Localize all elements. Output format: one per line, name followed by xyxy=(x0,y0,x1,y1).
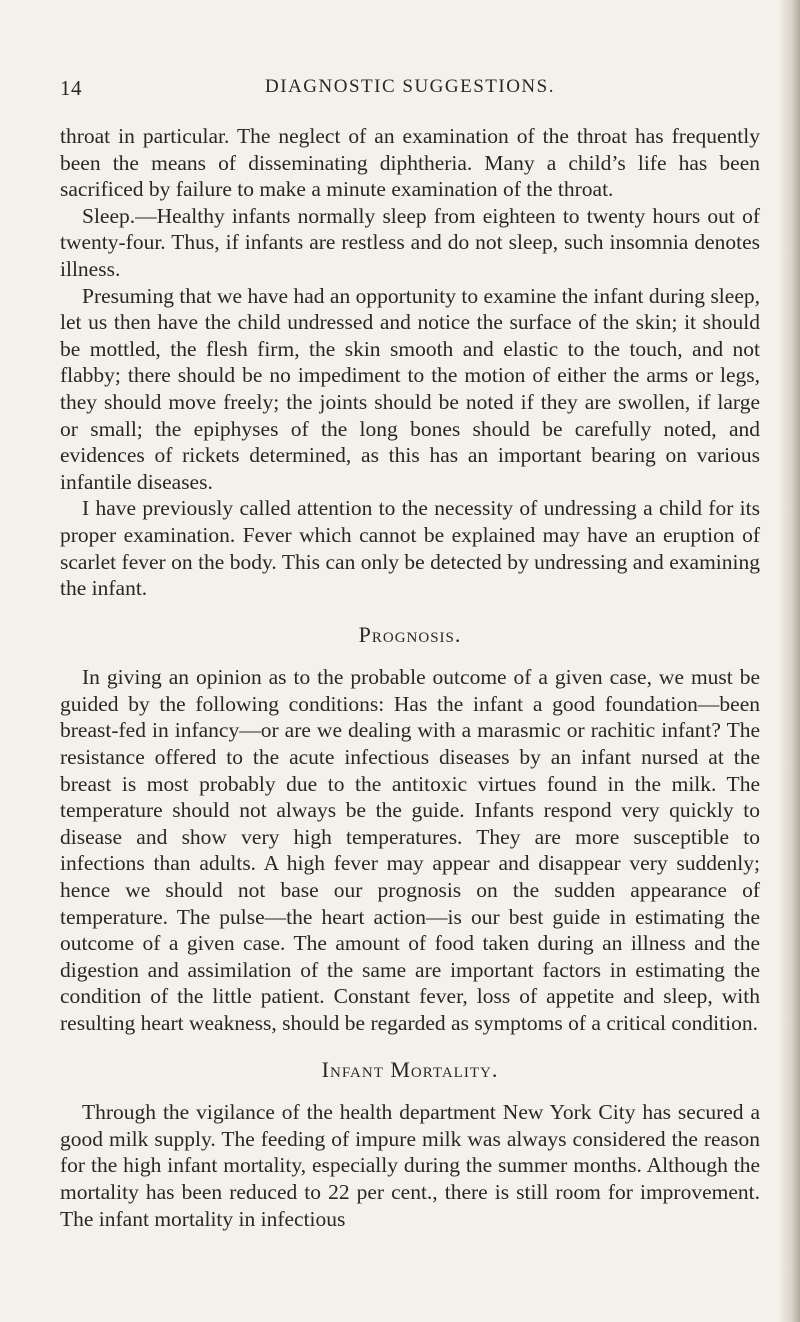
page-number: 14 xyxy=(60,76,82,100)
paragraph-undressing: I have previously called attention to the necessity of undressing a child for its proper examination. Fever which cannot be explained may have an eruption of scarlet fever on the body. This can only be detected by undressing and examining the infant. xyxy=(60,496,760,601)
running-head: DIAGNOSTIC SUGGESTIONS. xyxy=(265,76,555,97)
page-header xyxy=(60,76,760,106)
sleep-paragraph-text: Healthy infants normally sleep from eighteen to twenty hours out of twenty-four. Thus, if infants are restless and do not sleep, such insomnia denotes illness. xyxy=(60,203,760,281)
sleep-run-in-heading: Sleep.— xyxy=(82,203,157,228)
heading-prognosis: Prognosis. xyxy=(358,621,462,647)
paragraph-infant-mortality: Through the vigilance of the health department New York City has secured a good milk supply. The feeding of impure milk was always considered the reason for the high infant mortality, especially during the summer months. Although the mortality has been reduced to 22 per cent., there is still room for improvement. The infant mortality in infectious xyxy=(60,1100,760,1231)
paragraph-throat: throat in particular. The neglect of an examination of the throat has frequently been the means of disseminating diphtheria. Many a child’s life has been sacrificed by failure to make a minute examination of the throat. xyxy=(60,124,760,202)
page-edge-shadow xyxy=(778,0,800,1322)
paragraph-prognosis: In giving an opinion as to the probable outcome of a given case, we must be guided by the following conditions: Has the infant a good foundation—been breast-fed in infancy—or are we dealing with a marasmic or rachitic infant? The resistance offered to the acute infectious diseases by an infant nursed at the breast is most probably due to the antitoxic virtues found in the milk. The temperature should not always be the guide. Infants respond very quickly to disease and show very high temperatures. They are more susceptible to infections than adults. A high fever may appear and disappear very suddenly; hence we should not base our prognosis on the sudden appearance of temperature. The pulse—the heart action—is our best guide in estimating the outcome of a given case. The amount of food taken during an illness and the digestion and assimilation of the same are important factors in estimating the condition of the little patient. Constant fever, loss of appetite and sleep, with resulting heart weakness, should be regarded as symptoms of a critical condition. xyxy=(60,665,760,1035)
paragraph-sleep xyxy=(60,203,760,283)
body-text xyxy=(60,123,760,1232)
heading-infant-mortality: Infant Mortality. xyxy=(321,1056,499,1082)
paragraph-examination: Presuming that we have had an opportunity to examine the infant during sleep, let us then have the child undressed and notice the surface of the skin; it should be mottled, the flesh firm, the skin smooth and elastic to the touch, and not flabby; there should be no impediment to the motion of either the arms or legs, they should move freely; the joints should be noted if they are swollen, if large or small; the epiphyses of the long bones should be carefully noted, and evidences of rickets determined, as this has an important bearing on various infantile diseases. xyxy=(60,283,760,494)
